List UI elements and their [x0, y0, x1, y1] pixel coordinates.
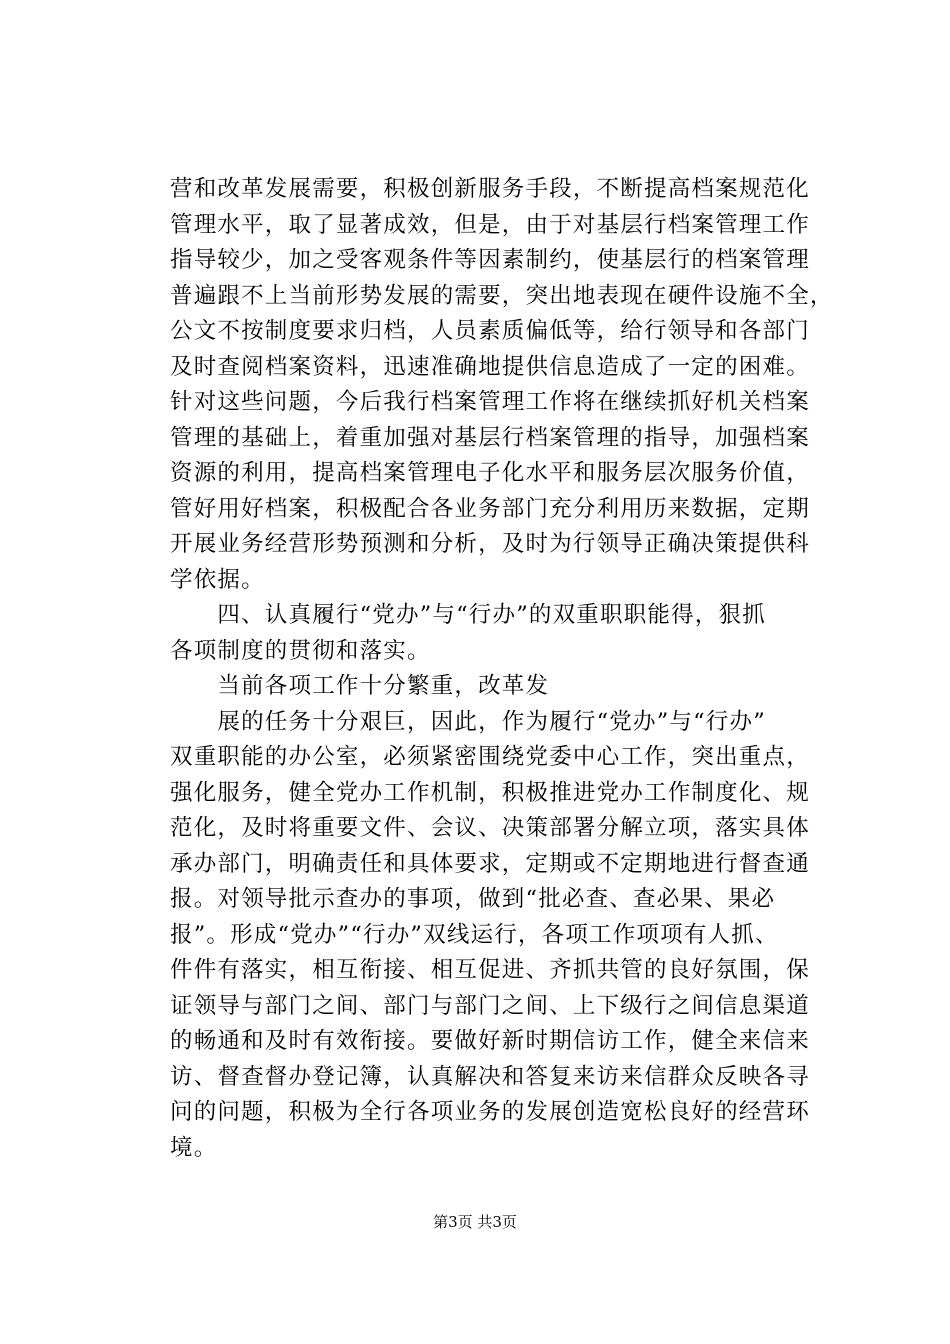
text-line: 四、认真履行“党办”与“行办”的双重职职能得，狠抓 [170, 602, 766, 628]
text-line: 的畅通和及时有效衔接。要做好新时期信访工作，健全来信来 [170, 1028, 810, 1054]
text-line: 营和改革发展需要，积极创新服务手段，不断提高档案规范化 [170, 176, 810, 202]
text-line: 各项制度的贯彻和落实。 [170, 637, 431, 664]
text-line: 展的任务十分艰巨，因此，作为履行“党办”与“行办” [170, 708, 766, 735]
page-footer: 第3页 共3页 [433, 1213, 517, 1231]
text-line: 访、督查督办登记簿，认真解决和答复来访来信群众反映各寻 [170, 1063, 810, 1090]
text-line: 承办部门，明确责任和具体要求，定期或不定期地进行督查通 [170, 850, 810, 877]
text-line: 报”。形成“党办”“行办”双线运行，各项工作项项有人抓、 [170, 921, 779, 948]
text-line: 公文不按制度要求归档，人员素质偏低等，给行领导和各部门 [170, 318, 810, 344]
text-line: 当前各项工作十分繁重，改革发 [170, 673, 550, 699]
text-line: 普遍跟不上当前形势发展的需要，突出地表现在硬件设施不全， [170, 282, 834, 309]
text-line: 问的问题，积极为全行各项业务的发展创造宽松良好的经营环 [170, 1099, 810, 1125]
text-line: 资源的利用，提高档案管理电子化水平和服务层次服务价值， [170, 460, 810, 486]
text-line: 境。 [170, 1134, 218, 1161]
text-line: 件件有落实，相互衔接、相互促进、齐抓共管的良好氛围，保 [170, 957, 810, 983]
text-line: 及时查阅档案资料，迅速准确地提供信息造成了一定的困难。 [170, 353, 810, 380]
text-line: 指导较少，加之受客观条件等因素制约，使基层行的档案管理 [170, 247, 810, 273]
text-line: 学依据。 [170, 566, 265, 593]
text-line: 管好用好档案，积极配合各业务部门充分利用历来数据，定期 [170, 495, 810, 522]
text-line: 双重职能的办公室，必须紧密围绕党委中心工作，突出重点， [170, 744, 810, 770]
text-line: 开展业务经营形势预测和分析，及时为行领导正确决策提供科 [170, 531, 810, 557]
text-line: 管理的基础上，着重加强对基层行档案管理的指导，加强档案 [170, 424, 810, 451]
text-line: 针对这些问题，今后我行档案管理工作将在继续抓好机关档案 [170, 389, 810, 415]
document-body [170, 172, 870, 1166]
text-line: 强化服务，健全党办工作机制，积极推进党办工作制度化、规 [170, 779, 810, 806]
text-line: 证领导与部门之间、部门与部门之间、上下级行之间信息渠道 [170, 992, 810, 1019]
text-line: 范化，及时将重要文件、会议、决策部署分解立项，落实具体 [170, 815, 810, 841]
text-line: 报。对领导批示查办的事项，做到“批必查、查必果、果必 [170, 886, 776, 912]
text-line: 管理水平，取了显著成效，但是，由于对基层行档案管理工作 [170, 211, 810, 238]
